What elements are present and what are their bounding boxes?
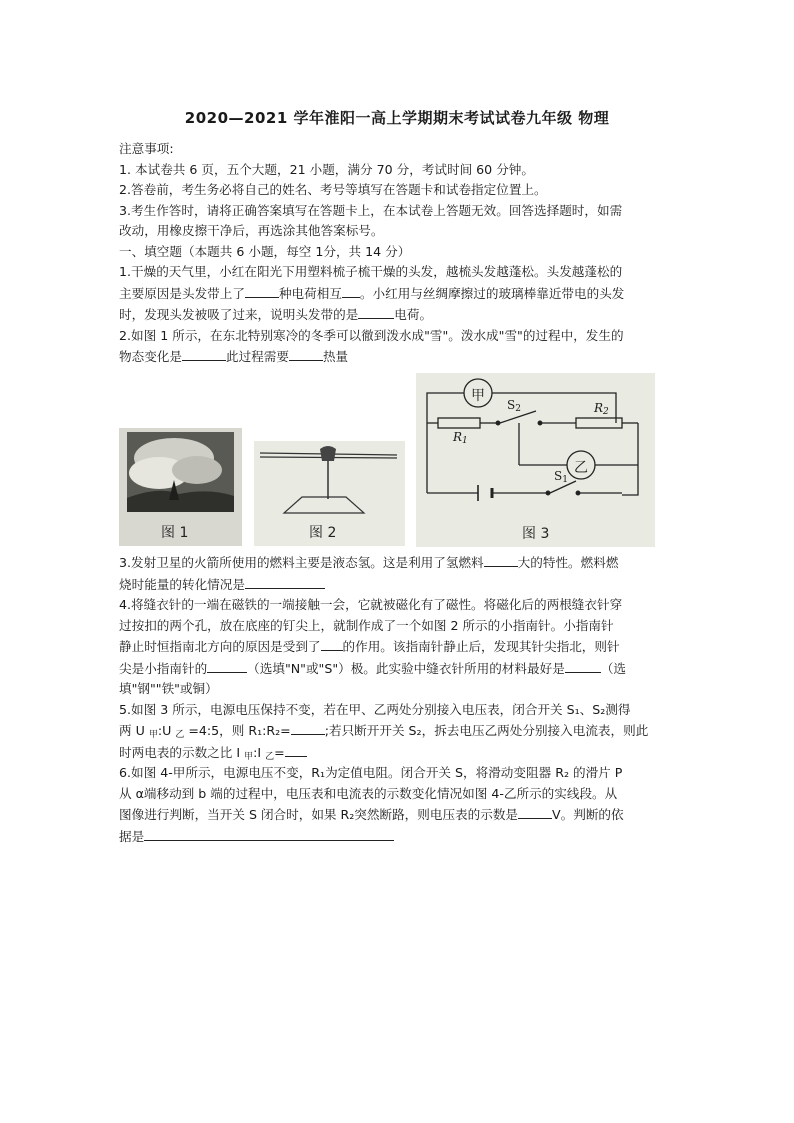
- q4-line-2: 过按扣的两个孔，放在底座的钉尖上，就制作成了一个如图 2 所示的小指南针。小指南针: [119, 617, 614, 633]
- q3-line-1: 3.发射卫星的火箭所使用的燃料主要是液态氢。这是利用了氢燃料 大的特性。燃料燃: [119, 552, 679, 574]
- answer-blank[interactable]: [565, 658, 601, 673]
- answer-blank[interactable]: [207, 658, 247, 673]
- q2-line-1: 2.如图 1 所示，在东北特别寒冷的冬季可以徹到泼水成"雪"。泼水成"雪"的过程中，发生的: [119, 327, 624, 343]
- circuit-diagram: [416, 373, 655, 547]
- meter-jia-label: 甲: [471, 388, 485, 404]
- q1-line-2: 主要原因是头发带上了 种电荷相互 。小红用与丝绸摩擦过的玻璃棒靠近带电的头发: [119, 283, 679, 305]
- q4-line-3: 静止时恒指南北方向的原因是受到了 的作用。该指南针静止后，发现其针尖指北，则针: [119, 636, 679, 658]
- note-2: 2.答卷前，考生务必将自己的姓名、考号等填写在答题卡和试卷指定位置上。: [119, 182, 547, 197]
- answer-blank[interactable]: [291, 720, 325, 735]
- figure-3-circuit: [416, 373, 655, 547]
- notes-heading: 注意事项:: [119, 141, 174, 156]
- q5-line-1: 5.如图 3 所示，电源电压保持不变，若在甲、乙两处分别接入电压表，闭合开关 S₁、S₂测得: [119, 701, 631, 717]
- answer-blank[interactable]: [484, 552, 518, 567]
- s2-label: $S_2$: [507, 398, 521, 414]
- questions-block: [119, 552, 679, 847]
- notes-block: [119, 139, 679, 368]
- note-3b: 改动，用橡皮擦干净后，再选涂其他答案标号。: [119, 223, 384, 238]
- q4-line-1: 4.将缝衣针的一端在磁铁的一端接触一会，它就被磁化有了磁性。将磁化后的两根缝衣针穿: [119, 597, 623, 612]
- figure-1-caption: 图 1: [161, 525, 189, 541]
- q4-line-4: 尖是小指南针的 （选填"N"或"S"）极。此实验中缝衣针所用的材料最好是 （选: [119, 658, 679, 680]
- answer-blank[interactable]: [321, 636, 343, 651]
- answer-blank[interactable]: [144, 826, 394, 841]
- answer-blank[interactable]: [518, 804, 552, 819]
- note-3a: 3.考生作答时，请将正确答案填写在答题卡上，在本试卷上答题无效。回答选择题时，如需: [119, 202, 623, 218]
- q5-line-2: 两 U $_甲$:U $_乙$ =4:5，则 R₁:R₂= ;若只断开开关 S₂，拆去电压乙两处分别接入电流表，则此: [119, 720, 679, 742]
- s1-label: $S_1$: [554, 469, 568, 485]
- q6-line-4: 据是: [119, 826, 679, 848]
- answer-blank[interactable]: [245, 574, 325, 589]
- answer-blank[interactable]: [245, 283, 279, 298]
- meter-yi-label: 乙: [574, 460, 588, 476]
- figure-3-caption: 图 3: [522, 526, 550, 542]
- q1-line-1: 1.干燥的天气里，小红在阳光下用塑料梳子梳干燥的头发，越梳头发越蓬松。头发越蓬松的: [119, 264, 623, 279]
- page-title: 2020—2021 学年淮阳一高上学期期末考试试卷九年级 物理: [184, 109, 610, 127]
- q4-line-5: 填"钢""铁"或铜）: [119, 681, 218, 696]
- figure-1: [119, 428, 242, 546]
- answer-blank[interactable]: [342, 283, 360, 298]
- answer-blank[interactable]: [285, 742, 307, 757]
- q6-line-3: 图像进行判断，当开关 S 闭合时，如果 R₂突然断路，则电压表的示数是 V。判断的依: [119, 804, 679, 826]
- q3-line-2: 烧时能量的转化情况是: [119, 574, 679, 596]
- q6-line-2: 从 α端移动到 b 端的过程中，电压表和电流表的示数变化情况如图 4-乙所示的实线段。从: [119, 785, 618, 801]
- r1-label: $R_1$: [453, 430, 468, 446]
- q6-line-1: 6.如图 4-甲所示，电源电压不变，R₁为定值电阻。闭合开关 S，将滑动变阻器 R₂ 的滑片 P: [119, 765, 623, 780]
- r2-label: $R_2$: [594, 401, 609, 417]
- answer-blank[interactable]: [182, 346, 226, 361]
- answer-blank[interactable]: [289, 346, 323, 361]
- q1-line-3: 时，发现头发被吸了过来，说明头发带的是 电荷。: [119, 304, 679, 326]
- figure-2: [254, 441, 405, 546]
- section-1-heading: 一、填空题（本题共 6 小题，每空 1分，共 14 分）: [119, 243, 411, 259]
- q5-line-3: 时两电表的示数之比 I $_甲$:I $_乙$=: [119, 742, 679, 764]
- figure-2-caption: 图 2: [309, 525, 337, 541]
- note-1: 1. 本试卷共 6 页，五个大题，21 小题，满分 70 分，考试时间 60 分钟。: [119, 161, 534, 177]
- q2-line-2: 物态变化是 此过程需要 热量: [119, 346, 679, 368]
- answer-blank[interactable]: [358, 304, 394, 319]
